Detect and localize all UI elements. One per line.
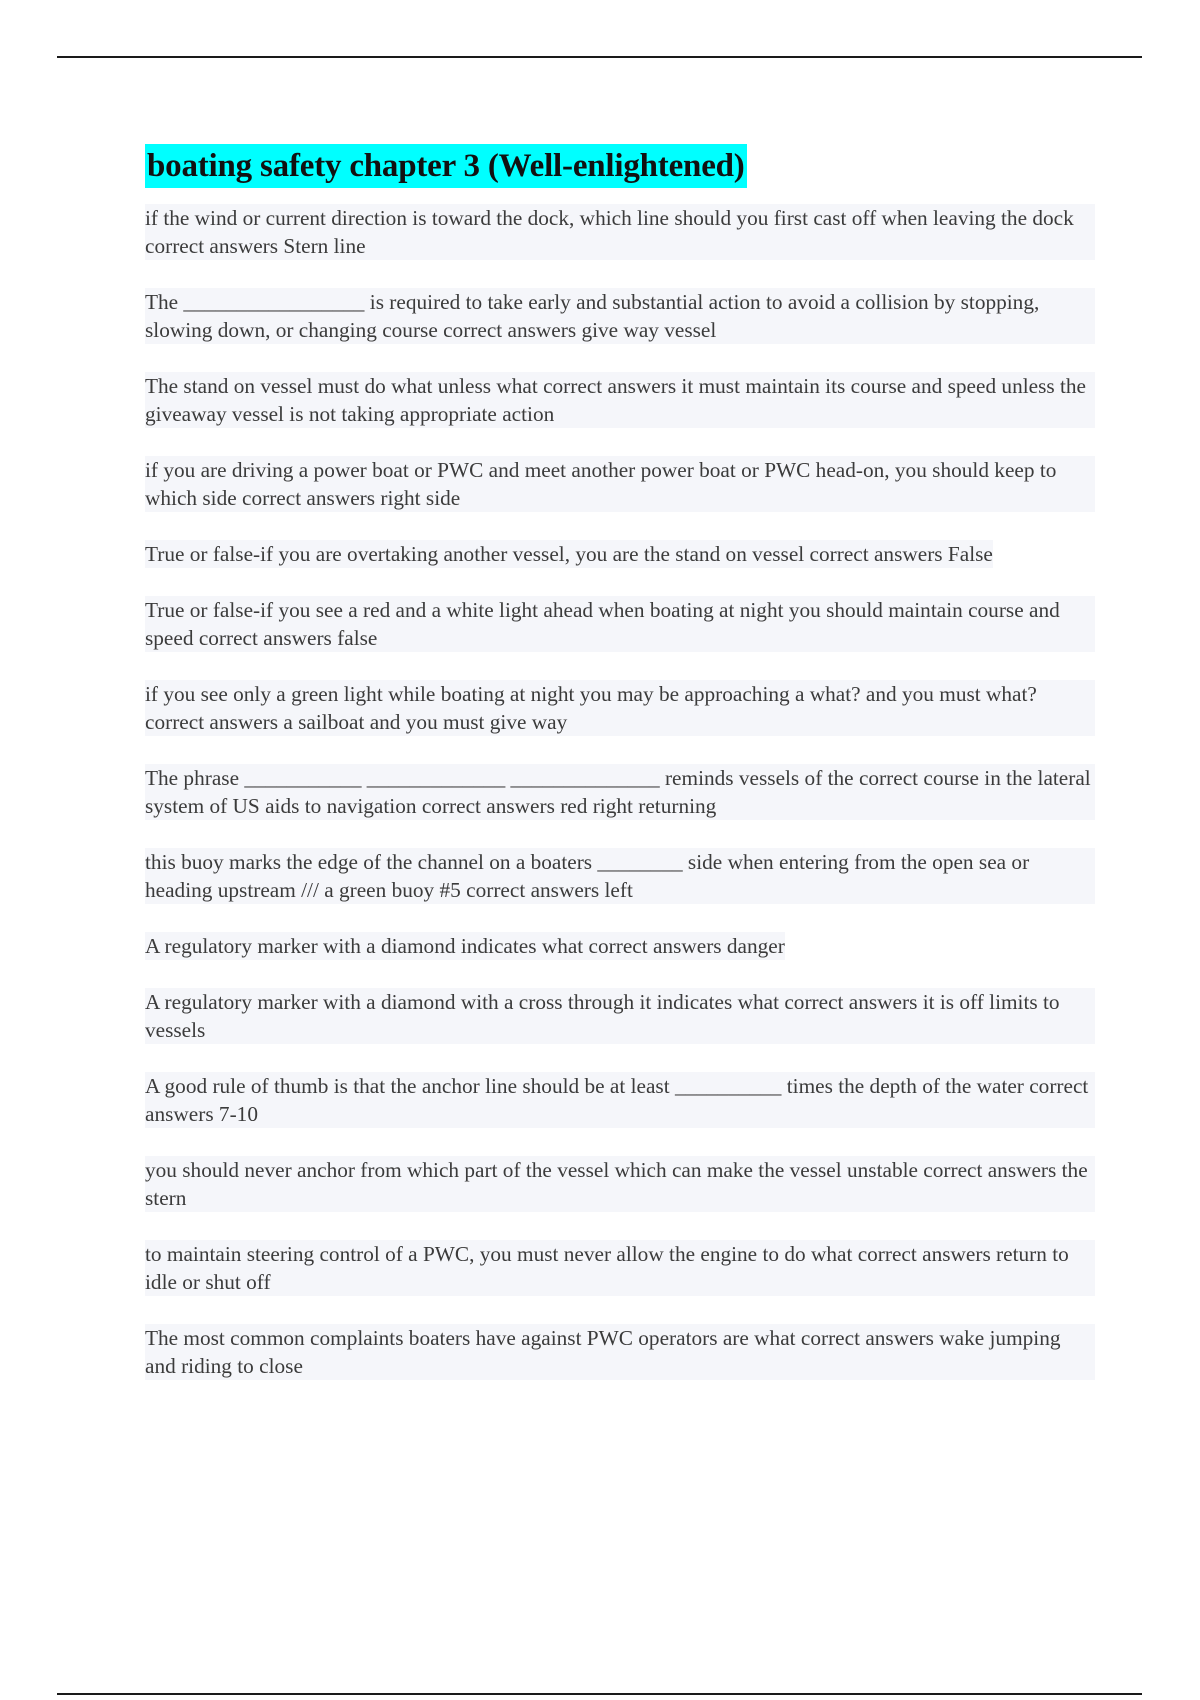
header-rule [57, 56, 1142, 58]
qa-item-1: if the wind or current direction is toward the dock, which line should you first cast off when leaving the dock correct answers Stern line [145, 204, 1095, 260]
qa-item-13: you should never anchor from which part of the vessel which can make the vessel unstable correct answers the stern [145, 1158, 1093, 1210]
document-body [145, 144, 1095, 1408]
qa-item-9: this buoy marks the edge of the channel on a boaters ________ side when entering from the open sea or heading upstream /// a green buoy #5 correct answers left [145, 848, 1095, 904]
qa-item-5: True or false-if you are overtaking another vessel, you are the stand on vessel correct answers False [145, 542, 993, 566]
footer-rule [57, 1693, 1142, 1695]
qa-item-8: The phrase ___________ _____________ ______________ reminds vessels of the correct course in the lateral system of US aids to navigation correct answers red right returning [145, 766, 1097, 818]
qa-list [145, 204, 1095, 1380]
qa-item-4: if you are driving a power boat or PWC and meet another power boat or PWC head-on, you should keep to which side correct answers right side [145, 456, 1095, 512]
qa-item-12: A good rule of thumb is that the anchor line should be at least __________ times the depth of the water correct answers 7-10 [145, 1074, 1094, 1126]
qa-item-6: True or false-if you see a red and a white light ahead when boating at night you should maintain course and speed correct answers false [145, 596, 1095, 652]
qa-item-3: The stand on vessel must do what unless what correct answers it must maintain its course and speed unless the giveaway vessel is not taking appropriate action [145, 372, 1095, 428]
qa-item-15: The most common complaints boaters have against PWC operators are what correct answers wake jumping and riding to close [145, 1324, 1095, 1380]
document-title: boating safety chapter 3 (Well-enlightened) [145, 144, 747, 188]
qa-item-7: if you see only a green light while boating at night you may be approaching a what? and you must what? correct answers a sailboat and you must give way [145, 680, 1095, 736]
qa-item-2: The _________________ is required to take early and substantial action to avoid a collision by stopping, slowing down, or changing course correct answers give way vessel [145, 288, 1095, 344]
qa-item-14: to maintain steering control of a PWC, you must never allow the engine to do what correct answers return to idle or shut off [145, 1240, 1095, 1296]
qa-item-10: A regulatory marker with a diamond indicates what correct answers danger [145, 934, 785, 958]
qa-item-11: A regulatory marker with a diamond with a cross through it indicates what correct answers it is off limits to vessels [145, 988, 1095, 1044]
